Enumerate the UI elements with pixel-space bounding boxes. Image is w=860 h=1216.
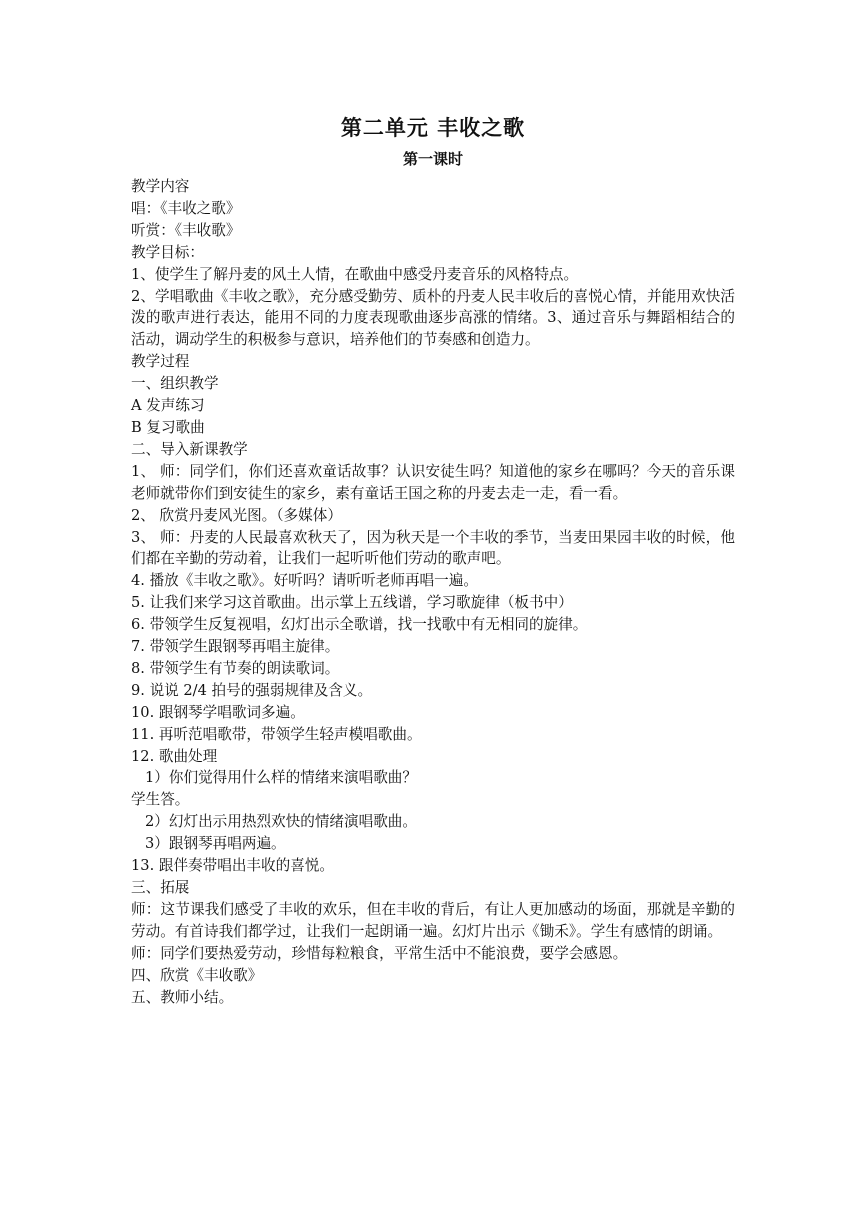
goal-item-2-3: 2、学唱歌曲《丰收之歌》，充分感受勤劳、质朴的丹麦人民丰收后的喜悦心情，并能用欢快活泼的歌声进行表达，能用不同的力度表现歌曲逐步高涨的情绪。3、通过音乐与舞蹈相结合的活动，调动学生的积极参与意识，培养他们的节奏感和创造力。 (131, 287, 735, 349)
process-step-3: 三、拓展 (131, 879, 190, 896)
document-page (131, 112, 735, 1008)
section-heading-process: 教学过程 (131, 353, 190, 371)
section-heading-content: 教学内容 (131, 178, 190, 195)
subitem-12-2: 2）幻灯出示用热烈欢快的情绪演唱歌曲。 (145, 813, 417, 831)
section-heading-goals: 教学目标： (131, 243, 204, 261)
document-title: 第二单元 丰收之歌 (340, 116, 526, 140)
list-item-5: 5. 让我们来学习这首歌曲。出示掌上五线谱，学习歌旋律（板书中） (131, 594, 573, 612)
process-step-2: 二、导入新课教学 (131, 440, 248, 458)
subitem-12-1: 1）你们觉得用什么样的情绪来演唱歌曲？ (145, 769, 417, 787)
list-item-10: 10. 跟钢琴学唱歌词多遍。 (131, 703, 305, 721)
list-item-6: 6. 带领学生反复视唱，幻灯出示全歌谱，找一找歌中有无相同的旋律。 (131, 616, 588, 634)
process-step-4: 四、欣赏《丰收歌》 (131, 966, 263, 984)
list-item-1: 1、 师：同学们，你们还喜欢童话故事？认识安徒生吗？知道他的家乡在哪吗？今天的音乐课老师就带你们到安徒生的家乡，素有童话王国之称的丹麦去走一走，看一看。 (131, 462, 735, 502)
list-item-9: 9. 说说 2/4 拍号的强弱规律及含义。 (131, 681, 373, 699)
list-item-4: 4. 播放《丰收之歌》。好听吗？请听听老师再唱一遍。 (131, 572, 478, 590)
list-item-12: 12. 歌曲处理 (131, 747, 218, 765)
goal-item-1: 1、使学生了解丹麦的风土人情，在歌曲中感受丹麦音乐的风格特点。 (131, 265, 579, 283)
process-substep-a: A 发声练习 (131, 397, 205, 415)
extension-paragraph-1: 师：这节课我们感受了丰收的欢乐，但在丰收的背后，有让人更加感动的场面，那就是辛勤的劳动。有首诗我们都学过，让我们一起朗诵一遍。幻灯片出示《锄禾》。学生有感情的朗诵。 (131, 900, 735, 940)
list-item-13: 13. 跟伴奏带唱出丰收的喜悦。 (131, 857, 334, 875)
process-step-1: 一、组织教学 (131, 375, 219, 393)
process-substep-b: B 复习歌曲 (131, 418, 205, 436)
list-item-7: 7. 带领学生跟钢琴再唱主旋律。 (131, 638, 340, 656)
content-item-sing: 唱：《丰收之歌》 (131, 199, 241, 217)
document-body (131, 176, 735, 1008)
list-item-3: 3、 师：丹麦的人民最喜欢秋天了，因为秋天是一个丰收的季节，当麦田果园丰收的时候，他们都在辛勤的劳动着，让我们一起听听他们劳动的歌声吧。 (131, 528, 735, 568)
list-item-2: 2、 欣赏丹麦风光图。（多媒体） (131, 506, 342, 524)
content-item-listen: 听赏：《丰收歌》 (131, 221, 241, 239)
list-item-11: 11. 再听范唱歌带，带领学生轻声模唱歌曲。 (131, 725, 422, 743)
lesson-subtitle: 第一课时 (402, 150, 463, 168)
subitem-12-3: 3）跟钢琴再唱两遍。 (145, 835, 286, 853)
extension-paragraph-2: 师：同学们要热爱劳动，珍惜每粒粮食，平常生活中不能浪费，要学会感恩。 (131, 944, 628, 962)
list-item-8: 8. 带领学生有节奏的朗读歌词。 (131, 659, 340, 677)
student-answer: 学生答。 (131, 791, 190, 809)
process-step-5: 五、教师小结。 (131, 988, 234, 1006)
